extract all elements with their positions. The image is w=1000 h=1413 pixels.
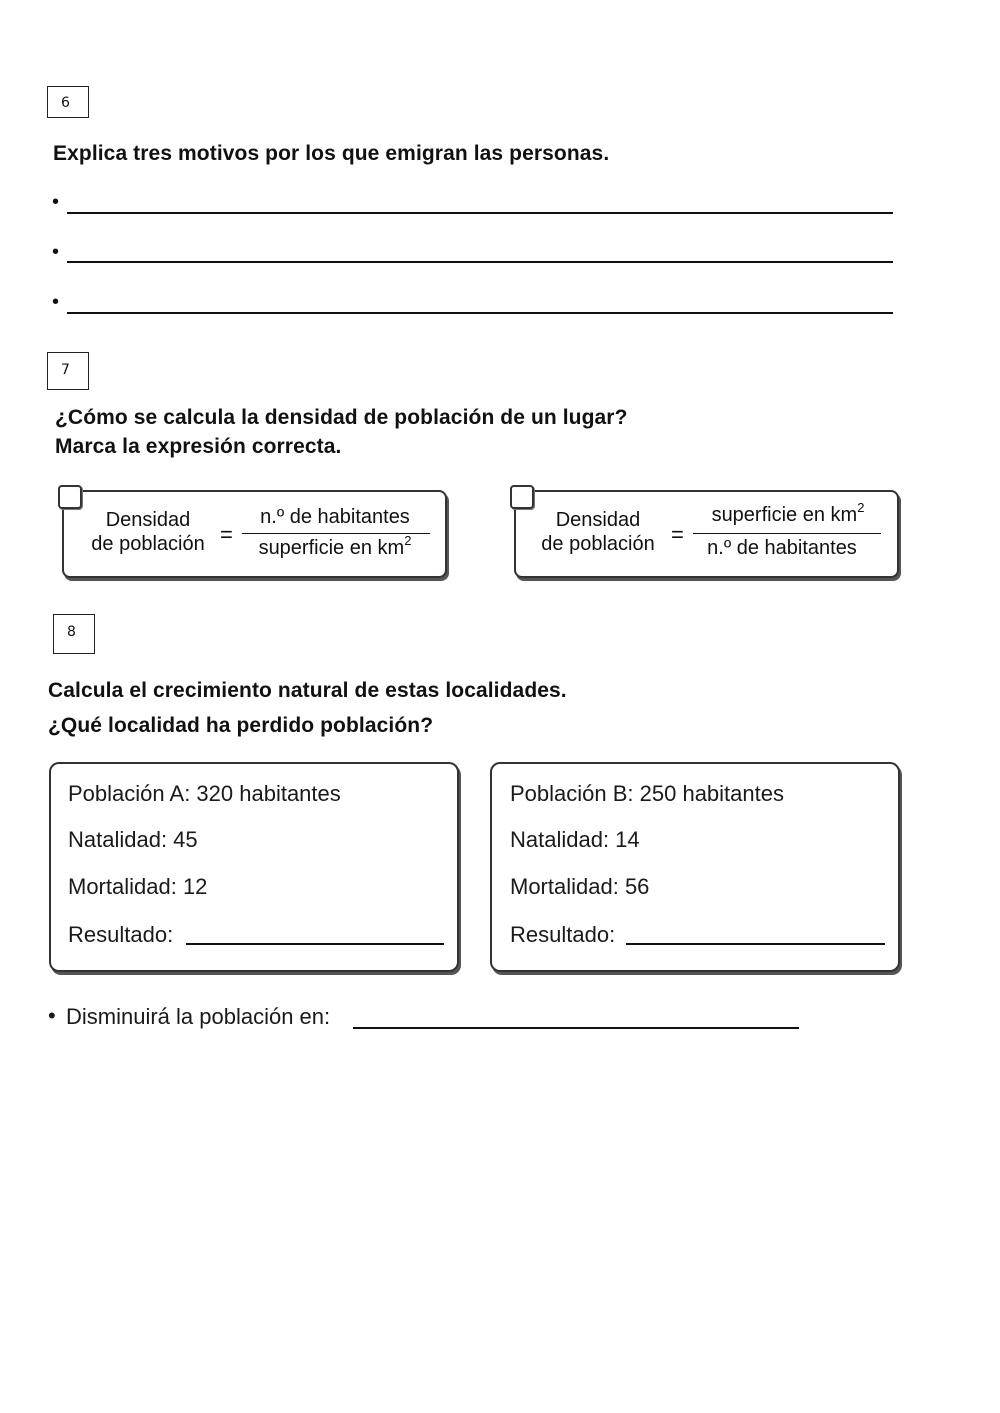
question-8-heading-line2: ¿Qué localidad ha perdido población? xyxy=(48,714,434,737)
checkbox-option-b[interactable] xyxy=(510,485,534,509)
question-number-6: 6 xyxy=(47,86,89,118)
answer-line-3[interactable] xyxy=(67,312,893,316)
numerator-b-sup: 2 xyxy=(857,500,865,515)
population-a-title: Población A: 320 habitantes xyxy=(68,781,341,806)
decrease-bullet: • xyxy=(48,1003,56,1028)
question-7-heading-line1: ¿Cómo se calcula la densidad de población de un lugar? xyxy=(55,406,628,429)
density-label-b xyxy=(528,508,668,556)
denominator-a-sup: 2 xyxy=(404,533,412,548)
answer-line-1[interactable] xyxy=(67,212,893,216)
question-number-8: 8 xyxy=(53,614,95,654)
numerator-a: n.º de habitantes xyxy=(260,506,410,528)
population-b-mortalidad: Mortalidad: 56 xyxy=(510,874,650,899)
denominator-b: n.º de habitantes xyxy=(707,537,857,559)
question-6-heading: Explica tres motivos por los que emigran las personas. xyxy=(53,142,610,165)
denominator-a xyxy=(242,533,428,560)
question-8-heading-line1: Calcula el crecimiento natural de estas localidades. xyxy=(48,679,567,702)
fraction-bar-b xyxy=(693,533,881,534)
density-label-a-line1: Densidad xyxy=(105,509,191,531)
equals-sign-a: = xyxy=(220,522,233,547)
question-number-7: 7 xyxy=(47,352,89,390)
density-label-b-line1: Densidad xyxy=(555,509,641,531)
numerator-b-text: superficie en km xyxy=(711,504,858,526)
decrease-label: Disminuirá la población en: xyxy=(66,1004,331,1029)
fraction-bar-a xyxy=(242,533,430,534)
population-a-mortalidad: Mortalidad: 12 xyxy=(68,874,208,899)
population-a-resultado-input[interactable] xyxy=(186,943,444,947)
answer-line-2[interactable] xyxy=(67,261,893,265)
bullet-2: • xyxy=(52,241,60,263)
population-b-resultado-input[interactable] xyxy=(626,943,885,947)
density-label-a xyxy=(78,508,218,556)
density-label-b-line2: de población xyxy=(541,533,655,555)
density-label-a-line2: de población xyxy=(91,533,205,555)
numerator-b xyxy=(693,500,883,527)
denominator-a-text: superficie en km xyxy=(258,537,405,559)
question-7-heading-line2: Marca la expresión correcta. xyxy=(55,435,342,458)
population-a-resultado-label: Resultado: xyxy=(68,922,174,947)
decrease-input[interactable] xyxy=(353,1027,799,1031)
equals-sign-b: = xyxy=(671,522,684,547)
checkbox-option-a[interactable] xyxy=(58,485,82,509)
population-b-title: Población B: 250 habitantes xyxy=(510,781,784,806)
population-a-natalidad: Natalidad: 45 xyxy=(68,827,198,852)
population-b-natalidad: Natalidad: 14 xyxy=(510,827,640,852)
bullet-1: • xyxy=(52,191,60,213)
population-b-resultado-label: Resultado: xyxy=(510,922,616,947)
bullet-3: • xyxy=(52,291,60,313)
